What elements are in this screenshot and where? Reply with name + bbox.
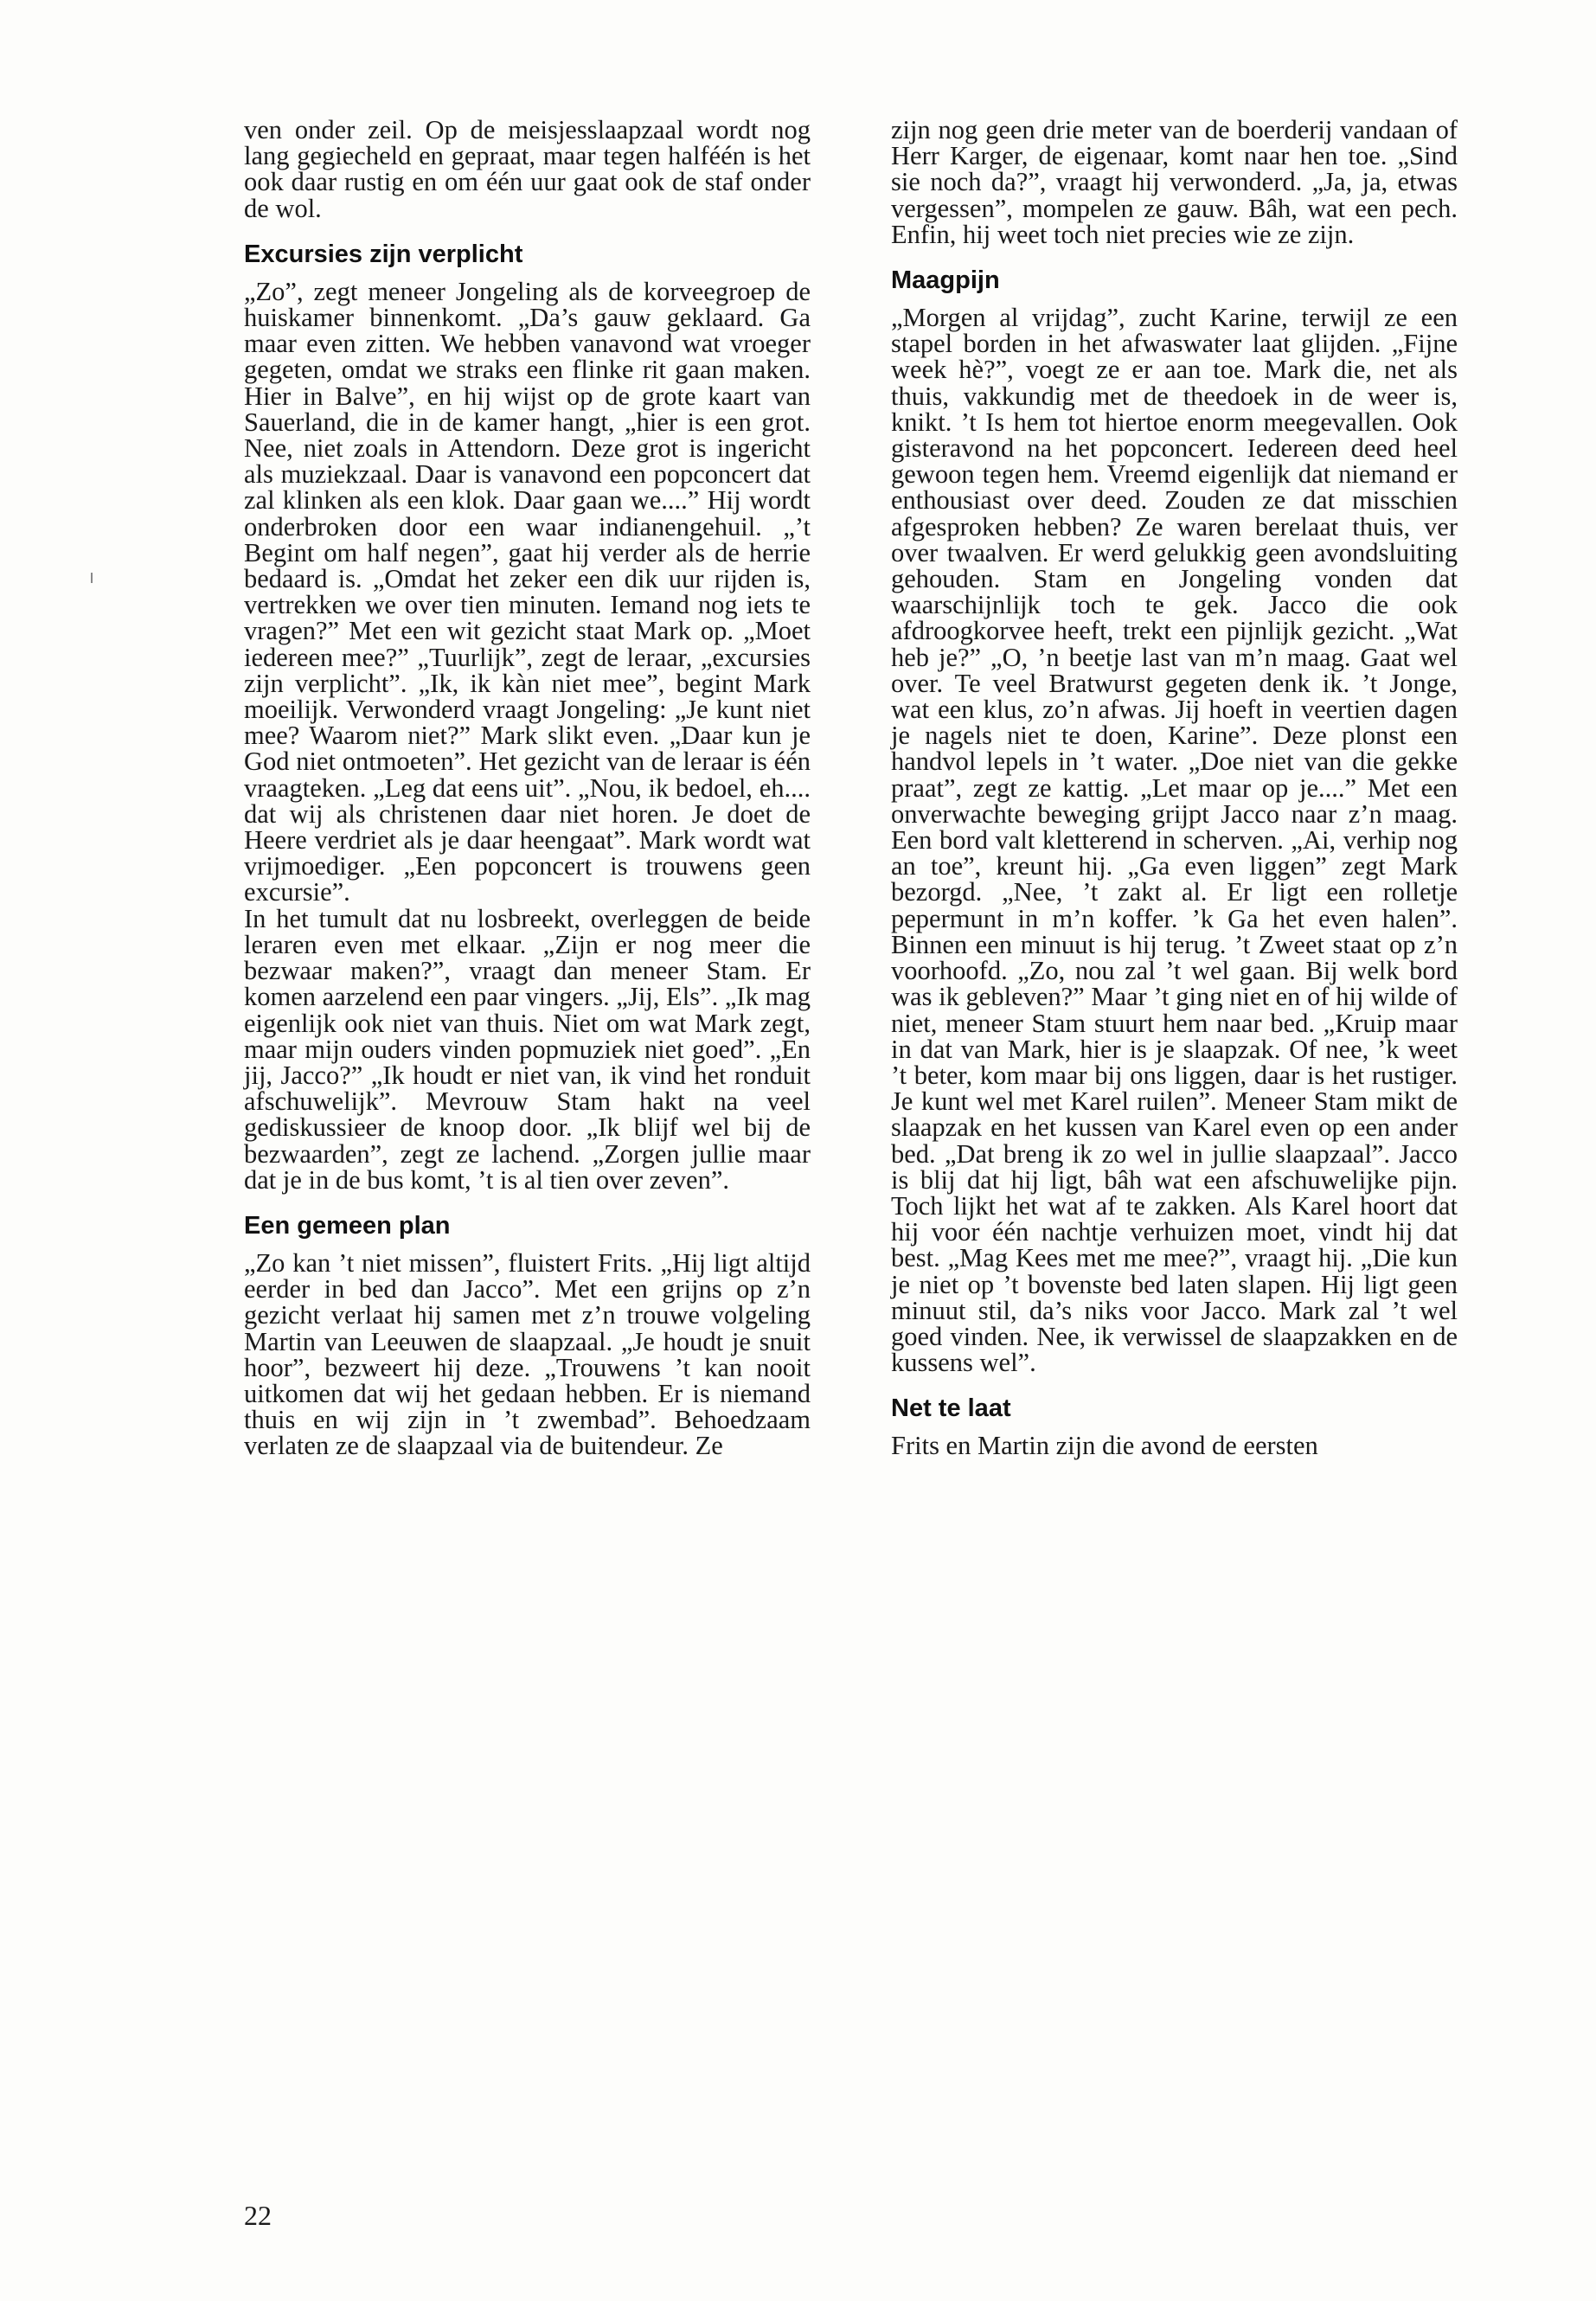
page-number: 22 (244, 2200, 272, 2231)
margin-mark (91, 573, 93, 583)
paragraph: In het tumult dat nu losbreekt, overleggen de beide leraren even met elkaar. „Zijn er nog meer die bezwaar maken?”, vraagt dan meneer Stam. Er komen aarzelend een paar vingers. „Jij, Els”. „Ik mag eigenlijk ook niet van thuis. Niet om wat Mark zegt, maar mijn ouders vinden popmuziek niet goed”. „En jij, Jacco?” „Ik houdt er niet van, ik vind het ronduit afschuwelijk”. Mevrouw Stam hakt na veel gediskussieer de knoop door. „Ik blijf wel bij de bezwaarden”, zegt ze lachend. „Zorgen jullie maar dat je in de bus komt, ’t is al tien over zeven”. (244, 903, 811, 1195)
paragraph: „Zo kan ’t niet missen”, fluistert Frits. „Hij ligt altijd eerder in bed dan Jacco”. Met een grijns op z’n gezicht verlaat hij samen met z’n trouwe volgeling Martin van Leeuwen de slaapzaal. „Je houdt je snuit hoor”, bezweert hij deze. „Trouwens ’t kan nooit uitkomen dat wij het gedaan hebben. Er is niemand thuis en wij zijn in ’t zwembad”. Behoedzaam verlaten ze de slaapzaal via de buitendeur. Ze (244, 1247, 811, 1461)
section-heading: Maagpijn (891, 266, 1000, 295)
paragraph: ven onder zeil. Op de meisjesslaapzaal wordt nog lang gegiecheld en gepraat, maar tegen halféén is het ook daar rustig en om één uur gaat ook de staf onder de wol. (244, 115, 811, 223)
section-heading: Excursies zijn verplicht (244, 240, 523, 268)
paragraph: „Morgen al vrijdag”, zucht Karine, terwijl ze een stapel borden in het afwaswater laat glijden. „Fijne week hè?”, voegt ze er aan toe. Mark die, net als thuis, vakkundig met de theedoek in de weer is, knikt. ’t Is hem tot hiertoe enorm meegevallen. Ook gisteravond na het popconcert. Iedereen deed heel gewoon tegen hem. Vreemd eigenlijk dat niemand er enthousiast over deed. Zouden ze dat misschien afgesproken hebben? Ze waren berelaat thuis, ver over twaalven. Er werd gelukkig geen avondsluiting gehouden. Stam en Jongeling vonden dat waarschijnlijk toch te gek. Jacco die ook afdroogkorvee heeft, trekt een pijnlijk gezicht. „Wat heb je?” „O, ’n beetje last van m’n maag. Gaat wel over. Te veel Bratwurst gegeten denk ik. ’t Jonge, wat een klus, zo’n afwas. Jij hoeft in veertien dagen je nagels niet te doen, Karine”. Deze plonst een handvol lepels in ’t water. „Doe niet van die gekke praat”, zegt ze kattig. „Let maar op je....” Met een onverwachte beweging grijpt Jacco naar z’n maag. Een bord valt kletterend in scherven. „Ai, verhip nog an toe”, kreunt hij. „Ga even liggen” zegt Mark bezorgd. „Nee, ’t zakt al. Er ligt een rolletje pepermunt in m’n koffer. ’k Ga het even halen”. Binnen een minuut is hij terug. ’t Zweet staat op z’n voorhoofd. „Zo, nou zal ’t wel gaan. Bij welk bord was ik gebleven?” Maar ’t ging niet en of hij wilde of niet, meneer Stam stuurt hem naar bed. „Kruip maar in dat van Mark, hier is je slaapzak. Of nee, ’k weet ’t beter, kom maar bij ons liggen, daar is het rustiger. Je kunt wel met Karel ruilen”. Meneer Stam mikt de slaapzak en het kussen van Karel even op een ander bed. „Dat breng ik zo wel in jullie slaapzaal”. Jacco is blij dat hij ligt, bâh wat een afschuwelijke pijn. Toch lijkt het wat af te zakken. Als Karel hoort dat hij voor één nachtje verhuizen moet, vindt hij dat best. „Mag Kees met me mee?”, vraagt hij. „Die kun je niet op ’t bovenste bed laten slapen. Hij ligt geen minuut stil, da’s niks voor Jacco. Mark zal ’t wel goed vinden. Nee, ik verwissel de slaapzakken en de kussens wel”. (891, 303, 1458, 1378)
paragraph: „Zo”, zegt meneer Jongeling als de korveegroep de huiskamer binnenkomt. „Da’s gauw geklaard. Ga maar even zitten. We hebben vanavond wat vroeger gegeten, omdat we straks een flinke rit gaan maken. Hier in Balve”, en hij wijst op de grote kaart van Sauerland, die in de kamer hangt, „hier is een grot. Nee, niet zoals in Attendorn. Deze grot is ingericht als muziekzaal. Daar is vanavond een popconcert dat zal klinken als een klok. Daar gaan we....” Hij wordt onderbroken door een waar indianengehuil. „’t Begint om half negen”, gaat hij verder als de herrie bedaard is. „Omdat het zeker een dik uur rijden is, vertrekken we over tien minuten. Iemand nog iets te vragen?” Met een wit gezicht staat Mark op. „Moet iedereen mee?” „Tuurlijk”, zegt de leraar, „excursies zijn verplicht”. „Ik, ik kàn niet mee”, begint Mark moeilijk. Verwonderd vraagt Jongeling: „Je kunt niet mee? Waarom niet?” Mark slikt even. „Daar kun je God niet ontmoeten”. Het gezicht van de leraar is één vraagteken. „Leg dat eens uit”. „Nou, ik bedoel, eh.... dat wij als christenen daar niet horen. Je doet de Heere verdriet als je daar heengaat”. Mark wordt wat vrijmoediger. „Een popconcert is trouwens geen excursie”. (244, 276, 811, 907)
left-column (244, 117, 811, 1459)
paragraph: zijn nog geen drie meter van de boerderij vandaan of Herr Karger, de eigenaar, komt naar hen toe. „Sind sie noch da?”, vraagt hij verwonderd. „Ja, ja, etwas vergessen”, mompelen ze gauw. Bâh, wat een pech. Enfin, hij weet toch niet precies wie ze zijn. (891, 115, 1458, 249)
paragraph: Frits en Martin zijn die avond de eersten (891, 1431, 1318, 1461)
section-heading: Net te laat (891, 1394, 1011, 1423)
section-heading: Een gemeen plan (244, 1211, 451, 1240)
right-column (891, 117, 1458, 1459)
